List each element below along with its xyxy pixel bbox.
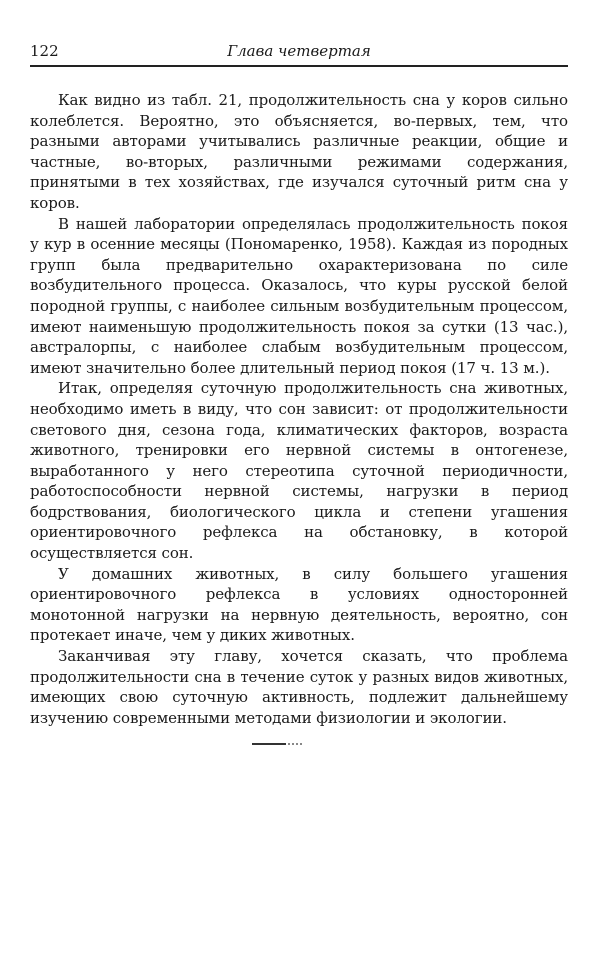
paragraph: В нашей лаборатории определялась продолжительность покоя у кур в осенние месяцы (Пономаренко, 1958). Каждая из породных групп была предварительно охарактеризована по силе возбудительного процесса. Оказалось, что куры русской белой породной группы, с наиболее сильным возбудительным процессом, имеют наименьшую продолжительность покоя за сутки (13 час.), австралорпы, с наиболее слабым возбудительным процессом, имеют значительно более длительный период покоя (17 ч. 13 м.). <box>30 214 568 377</box>
header-rule <box>30 65 568 67</box>
body-text <box>30 90 568 728</box>
chapter-end-dots <box>288 743 302 747</box>
chapter-end-rule <box>252 743 286 745</box>
page-number: 122 <box>30 42 59 60</box>
paragraph: У домашних животных, в силу большего угашения ориентировочного рефлекса в условиях односторонней монотонной нагрузки на нервную деятельность, вероятно, сон протекает иначе, чем у диких животных. <box>30 564 568 645</box>
paragraph: Как видно из табл. 21, продолжительность сна у коров сильно колеблется. Вероятно, это объясняется, во-первых, тем, что разными авторами учитывались различные реакции, общие и частные, во-вторых, различными режимами содержания, принятыми в тех хозяйствах, где изучался суточный ритм сна у коров. <box>30 91 568 212</box>
paragraph: Итак, определяя суточную продолжительность сна животных, необходимо иметь в виду, что сон зависит: от продолжительности светового дня, сезона года, климатических факторов, возраста животного, тренировки его нервной системы в онтогенезе, выработанного у него стереотипа суточной периодичности, работоспособности нервной системы, нагрузки в период бодрствования, биологического цикла и степени угашения ориентировочного рефлекса на обстановку, в которой осуществляется сон. <box>30 379 568 563</box>
paragraph: Заканчивая эту главу, хочется сказать, что проблема продолжительности сна в течение суток у разных видов животных, имеющих свою суточную активность, подлежит дальнейшему изучению современными методами физиологии и экологии. <box>30 647 568 727</box>
running-head: Глава четвертая <box>227 42 371 60</box>
page-header <box>30 38 568 64</box>
book-page <box>30 38 568 727</box>
